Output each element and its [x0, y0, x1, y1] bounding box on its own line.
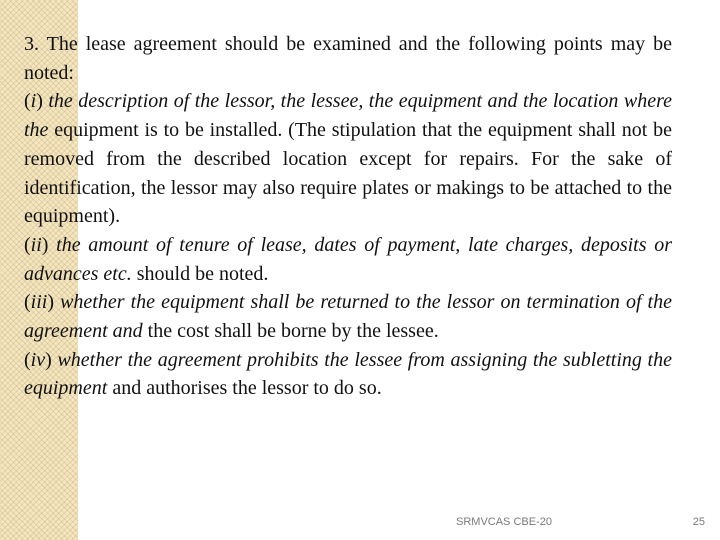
point-number: ii [30, 233, 42, 256]
point-open-paren: ( [24, 233, 31, 256]
page-number: 25 [692, 516, 705, 528]
point-italic-text: whether the agreement prohibits the lessee from assigning the subletting the equipment [24, 348, 672, 400]
slide-body [24, 30, 672, 403]
point-i [24, 87, 672, 231]
point-italic-text: the amount of tenure of lease, dates of payment, late charges, deposits or advances etc. [24, 233, 672, 285]
point-close-paren: ) [36, 90, 43, 113]
point-text: the cost shall be borne by the lessee. [142, 320, 439, 343]
point-ii [24, 231, 672, 288]
point-text: and authorises the lessor to do so. [107, 377, 382, 400]
intro-paragraph: 3. The lease agreement should be examined and the following points may be noted: [24, 33, 672, 84]
point-iv [24, 346, 672, 403]
point-close-paren: ) [47, 291, 55, 314]
point-number: iv [30, 348, 46, 371]
point-close-paren: ) [45, 348, 52, 371]
point-text: equipment is to be installed. (The stipulation that the equipment shall not be removed from the described location except for repairs. For the sake of identification, the lessor may also require plates or makings to be attached to the equipment). [24, 119, 672, 228]
point-close-paren: ) [41, 233, 49, 256]
point-open-paren: ( [24, 348, 31, 371]
point-italic-text: whether the equipment shall be returned to the lessor on termination of the agreement and [24, 291, 672, 343]
point-italic-text: the description of the lessor, the lessee, the equipment and the location where the [24, 90, 672, 142]
point-text: should be noted. [131, 262, 269, 285]
point-iii [24, 288, 672, 345]
point-open-paren: ( [24, 291, 31, 314]
footer-label: SRMVCAS CBE-20 [456, 516, 552, 528]
point-number: i [30, 90, 37, 113]
point-open-paren: ( [24, 90, 31, 113]
point-number: iii [30, 291, 48, 314]
